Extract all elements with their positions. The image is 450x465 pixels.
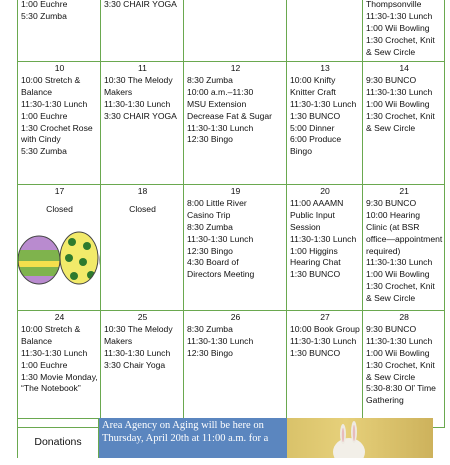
day-number: 11 xyxy=(138,63,147,73)
event-line: 9:30 BUNCO xyxy=(366,197,417,208)
day-number: 24 xyxy=(54,312,65,322)
event-line: 5:00 Dinner xyxy=(290,122,335,133)
day-cell xyxy=(363,62,445,185)
bunny-photo xyxy=(287,418,433,458)
event-line: 11:30-1:30 Lunch xyxy=(21,347,88,358)
event-line: 11:30-1:30 Lunch xyxy=(366,257,433,268)
event-line: 1:00 Euchre xyxy=(21,359,68,370)
event-line: 10:00 Stretch & xyxy=(21,74,81,85)
event-line: 1:30 BUNCO xyxy=(290,110,341,121)
event-line: 11:30-1:30 Lunch xyxy=(290,335,357,346)
day-number: 27 xyxy=(320,312,330,322)
day-cell xyxy=(184,0,287,62)
event-line: “The Notebook” xyxy=(21,383,81,394)
event-line: Public Input xyxy=(290,209,335,220)
week-row xyxy=(18,185,445,311)
event-line: with Cindy xyxy=(21,134,61,145)
event-line: 11:30-1:30 Lunch xyxy=(290,98,357,109)
day-number: 25 xyxy=(137,312,148,322)
event-line: & Sew Circle xyxy=(366,46,416,57)
event-line: & Sew Circle xyxy=(366,293,416,304)
event-line: 11:30-1:30 Lunch xyxy=(21,98,88,109)
day-cell xyxy=(18,0,101,62)
event-line: 8:00 Little River xyxy=(187,197,247,208)
notice-line: Thursday, April 20th at 11:00 a.m. for a xyxy=(102,432,269,444)
event-line: 3:30 Chair Yoga xyxy=(104,359,166,370)
event-line: 1:30 Movie Monday, xyxy=(21,371,98,382)
day-cell xyxy=(287,62,363,185)
event-line: 1:00 Wii Bowling xyxy=(366,347,430,358)
day-cell xyxy=(287,0,363,62)
day-cell xyxy=(184,185,287,311)
event-line: 1:00 Higgins xyxy=(290,245,338,256)
week-row xyxy=(18,0,445,62)
day-number: 21 xyxy=(399,186,409,196)
event-line: 12:30 Bingo xyxy=(187,245,233,256)
day-cell xyxy=(101,0,184,62)
event-line: Directors Meeting xyxy=(187,269,255,280)
day-cell xyxy=(287,185,363,311)
day-cell xyxy=(18,62,101,185)
event-line: Session xyxy=(290,221,321,232)
event-line: 11:30-1:30 Lunch xyxy=(104,347,171,358)
event-line: 8:30 Zumba xyxy=(187,323,233,334)
donations-label: Donations xyxy=(17,418,99,458)
event-line: 11:30-1:30 Lunch xyxy=(366,10,433,21)
event-line: 10:30 The Melody xyxy=(104,74,173,85)
event-line: Hearing Chat xyxy=(290,257,341,268)
event-line: 10:30 The Melody xyxy=(104,323,173,334)
event-line: Gathering xyxy=(366,395,404,406)
event-line: 1:30 Crochet Rose xyxy=(21,122,93,133)
day-cell xyxy=(101,185,184,311)
event-line: Makers xyxy=(104,86,133,97)
event-line: 4:30 Board of xyxy=(187,257,239,268)
event-line: office—appointment xyxy=(366,233,443,244)
event-line: Clinic (at BSR xyxy=(366,221,420,232)
day-cell xyxy=(184,62,287,185)
event-line: Closed xyxy=(129,203,156,214)
event-line: 11:30-1:30 Lunch xyxy=(290,233,357,244)
day-number: 19 xyxy=(230,186,241,196)
day-cell xyxy=(18,311,101,428)
event-line: 1:00 Euchre xyxy=(21,0,68,9)
week-row xyxy=(18,311,445,428)
event-line: 5:30 Zumba xyxy=(21,10,67,21)
day-number: 10 xyxy=(54,63,65,73)
day-cell xyxy=(363,0,445,62)
event-line: 1:00 Wii Bowling xyxy=(366,98,430,109)
event-line: 9:30 BUNCO xyxy=(366,323,417,334)
event-line: 1:30 BUNCO xyxy=(290,347,341,358)
day-cell xyxy=(287,311,363,428)
day-number: 18 xyxy=(137,186,148,196)
event-line: Balance xyxy=(21,86,53,97)
day-cell xyxy=(101,311,184,428)
event-line: Makers xyxy=(104,335,133,346)
day-cell xyxy=(18,185,101,311)
event-line: 11:30-1:30 Lunch xyxy=(366,86,433,97)
event-line: 12:30 Bingo xyxy=(187,347,233,358)
calendar-grid xyxy=(17,0,445,428)
event-line: 6:00 Produce xyxy=(290,134,342,145)
event-line: 12:30 Bingo xyxy=(187,134,233,145)
event-line: required) xyxy=(366,245,401,256)
event-line: MSU Extension xyxy=(187,98,247,109)
event-line: 1:00 Wii Bowling xyxy=(366,269,430,280)
day-number: 13 xyxy=(320,63,330,73)
day-number: 28 xyxy=(399,312,409,322)
day-number: 14 xyxy=(399,63,409,73)
day-number: 12 xyxy=(230,63,241,73)
event-line: Casino Trip xyxy=(187,209,231,220)
event-line: 10:00 Book Group xyxy=(290,323,360,334)
event-line: 11:30-1:30 Lunch xyxy=(104,98,171,109)
event-line: 3:30 CHAIR YOGA xyxy=(104,110,177,121)
day-number: 17 xyxy=(54,186,65,196)
notice-line: Area Agency on Aging will be here on xyxy=(102,420,264,431)
event-line: 11:30-1:30 Lunch xyxy=(366,335,433,346)
event-line: 1:00 Wii Bowling xyxy=(366,22,430,33)
event-line: 10:00 Hearing xyxy=(366,209,420,220)
event-line: Decrease Fat & Sugar xyxy=(187,110,273,121)
easter-eggs-illustration xyxy=(21,220,98,286)
event-line: 9:30 BUNCO xyxy=(366,74,417,85)
event-line: 5:30 Zumba xyxy=(21,146,67,157)
aaa-notice xyxy=(99,418,287,458)
event-line: 1:30 Crochet, Knit xyxy=(366,359,435,370)
event-line: Knitter Craft xyxy=(290,86,336,97)
event-line: 1:00 Euchre xyxy=(21,110,68,121)
week-row xyxy=(18,62,445,185)
day-cell xyxy=(363,311,445,428)
event-line: 1:30 Crochet, Knit xyxy=(366,34,435,45)
bunny-image xyxy=(287,418,433,458)
event-line: 5:30-8:30 Ol’ Time xyxy=(366,383,436,394)
event-line: Balance xyxy=(21,335,53,346)
event-line: 8:30 Zumba xyxy=(187,74,233,85)
day-number: 26 xyxy=(230,312,241,322)
event-line: 1:30 Crochet, Knit xyxy=(366,281,435,292)
event-line: 11:30-1:30 Lunch xyxy=(187,335,254,346)
event-line: & Sew Circle xyxy=(366,122,416,133)
event-line: Thompsonville xyxy=(366,0,422,9)
event-line: 1:30 Crochet, Knit xyxy=(366,110,435,121)
day-number: 20 xyxy=(320,186,330,196)
day-cell xyxy=(363,185,445,311)
event-line: Bingo xyxy=(290,146,312,157)
event-line: 11:30-1:30 Lunch xyxy=(187,122,254,133)
day-cell xyxy=(184,311,287,428)
event-line: Closed xyxy=(46,203,73,214)
event-line: 10:00 Stretch & xyxy=(21,323,81,334)
day-cell xyxy=(101,62,184,185)
event-line: 10:00 Knifty xyxy=(290,74,336,85)
event-line: 3:30 CHAIR YOGA xyxy=(104,0,177,9)
event-line: 8:30 Zumba xyxy=(187,221,233,232)
event-line: & Sew Circle xyxy=(366,371,416,382)
event-line: 1:30 BUNCO xyxy=(290,269,341,280)
event-line: 11:30-1:30 Lunch xyxy=(187,233,254,244)
event-line: 11:00 AAAMN xyxy=(290,197,344,208)
event-line: 10:00 a.m.–11:30 xyxy=(187,86,254,97)
